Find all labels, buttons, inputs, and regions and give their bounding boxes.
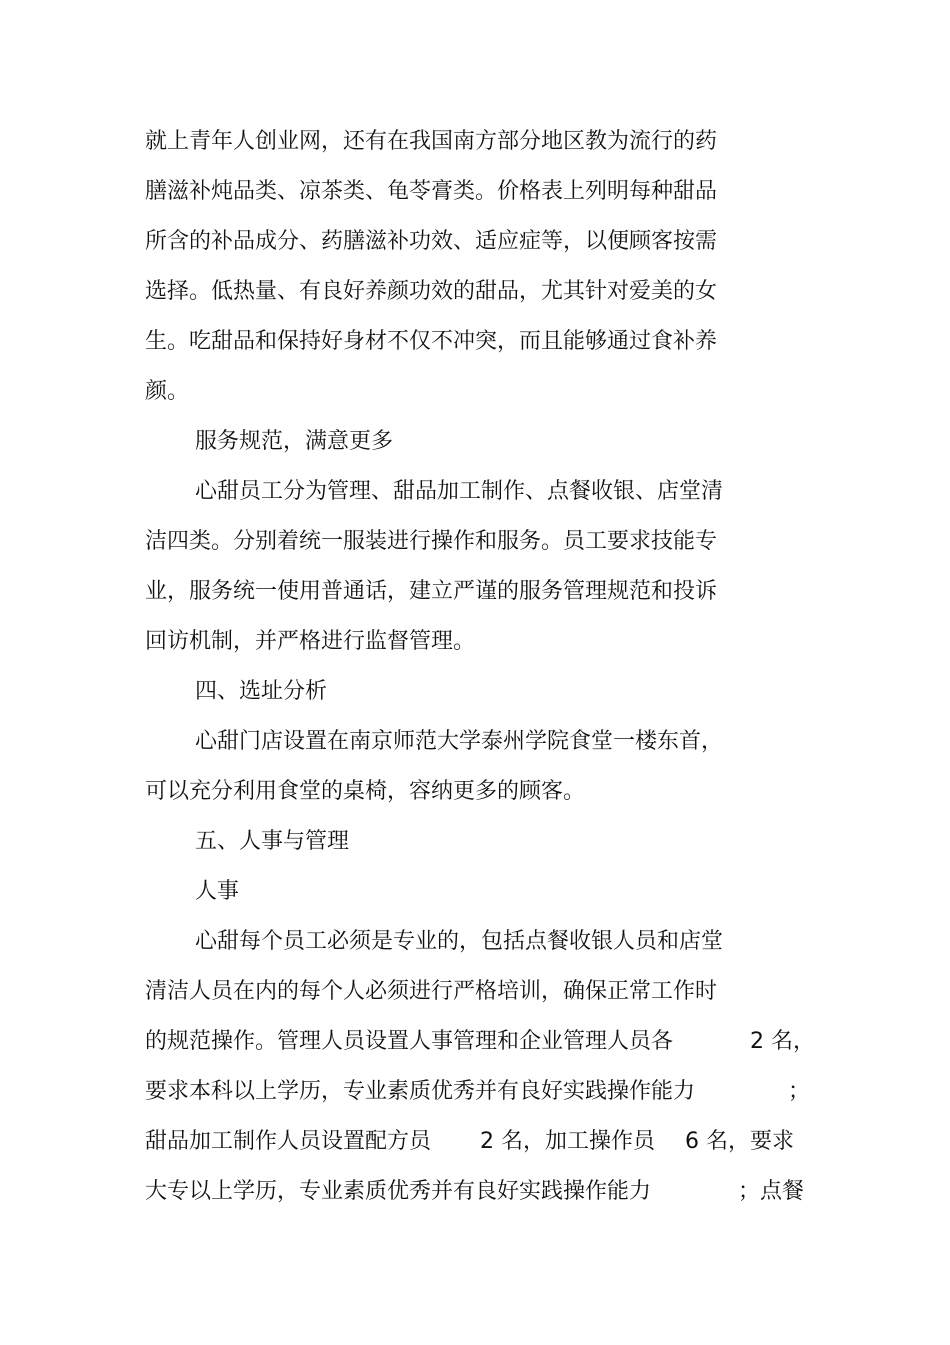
text-segment: 心甜员工分为管理、甜品加工制作、点餐收银、店堂清 xyxy=(195,479,724,504)
text-segment: 就上青年人创业网，还有在我国南方部分地区教为流行的药 xyxy=(145,129,718,154)
text-line xyxy=(0,374,950,410)
text-segment: 颜。 xyxy=(145,379,190,404)
text-segment: 大专以上学历，专业素质优秀并有良好实践操作能力 xyxy=(145,1179,652,1204)
text-line xyxy=(0,1024,950,1060)
text-segment: 生。吃甜品和保持好身材不仅不冲突，而且能够通过食补养 xyxy=(145,329,718,354)
text-segment: 2 名，加工操作员 xyxy=(480,1129,655,1154)
text-segment: 心甜每个员工必须是专业的，包括点餐收银人员和店堂 xyxy=(195,929,724,954)
text-segment: 心甜门店设置在南京师范大学泰州学院食堂一楼东首， xyxy=(195,729,724,754)
text-segment: 洁四类。分别着统一服装进行操作和服务。员工要求技能专 xyxy=(145,529,718,554)
text-segment: 选择。低热量、有良好养颜功效的甜品，尤其针对爱美的女 xyxy=(145,279,718,304)
text-segment: 2 名， xyxy=(750,1029,815,1054)
text-segment: 膳滋补炖品类、凉茶类、龟苓膏类。价格表上列明每种甜品 xyxy=(145,179,718,204)
text-segment: 回访机制，并严格进行监督管理。 xyxy=(145,629,476,654)
text-line xyxy=(0,274,950,310)
text-line xyxy=(0,124,950,160)
text-line xyxy=(0,574,950,610)
text-line xyxy=(0,324,950,360)
text-line xyxy=(0,1174,950,1210)
text-line xyxy=(0,224,950,260)
text-line xyxy=(0,624,950,660)
text-line xyxy=(0,774,950,810)
text-segment: 五、人事与管理 xyxy=(195,829,350,854)
text-line xyxy=(0,1074,950,1110)
text-line xyxy=(0,724,950,760)
text-segment: 业，服务统一使用普通话，建立严谨的服务管理规范和投诉 xyxy=(145,579,718,604)
text-segment: 的规范操作。管理人员设置人事管理和企业管理人员各 xyxy=(145,1029,674,1054)
text-segment: ；点餐 xyxy=(738,1179,805,1204)
text-segment: 四、选址分析 xyxy=(195,679,328,704)
text-line xyxy=(0,1124,950,1160)
text-line xyxy=(0,924,950,960)
text-segment: 要求本科以上学历，专业素质优秀并有良好实践操作能力 xyxy=(145,1079,696,1104)
text-segment: 可以充分利用食堂的桌椅，容纳更多的顾客。 xyxy=(145,779,586,804)
text-segment: 6 名，要求 xyxy=(685,1129,794,1154)
text-segment: 甜品加工制作人员设置配方员 xyxy=(145,1129,432,1154)
section-heading xyxy=(0,824,950,860)
text-segment: 服务规范，满意更多 xyxy=(195,429,394,454)
text-segment: 人事 xyxy=(195,879,240,904)
text-line xyxy=(0,524,950,560)
section-heading xyxy=(0,874,950,910)
text-segment: 所含的补品成分、药膳滋补功效、适应症等，以便顾客按需 xyxy=(145,229,718,254)
text-line xyxy=(0,174,950,210)
section-heading xyxy=(0,424,950,460)
section-heading xyxy=(0,674,950,710)
text-segment: ； xyxy=(788,1079,811,1104)
text-line xyxy=(0,474,950,510)
text-line xyxy=(0,974,950,1010)
text-segment: 清洁人员在内的每个人必须进行严格培训，确保正常工作时 xyxy=(145,979,718,1004)
